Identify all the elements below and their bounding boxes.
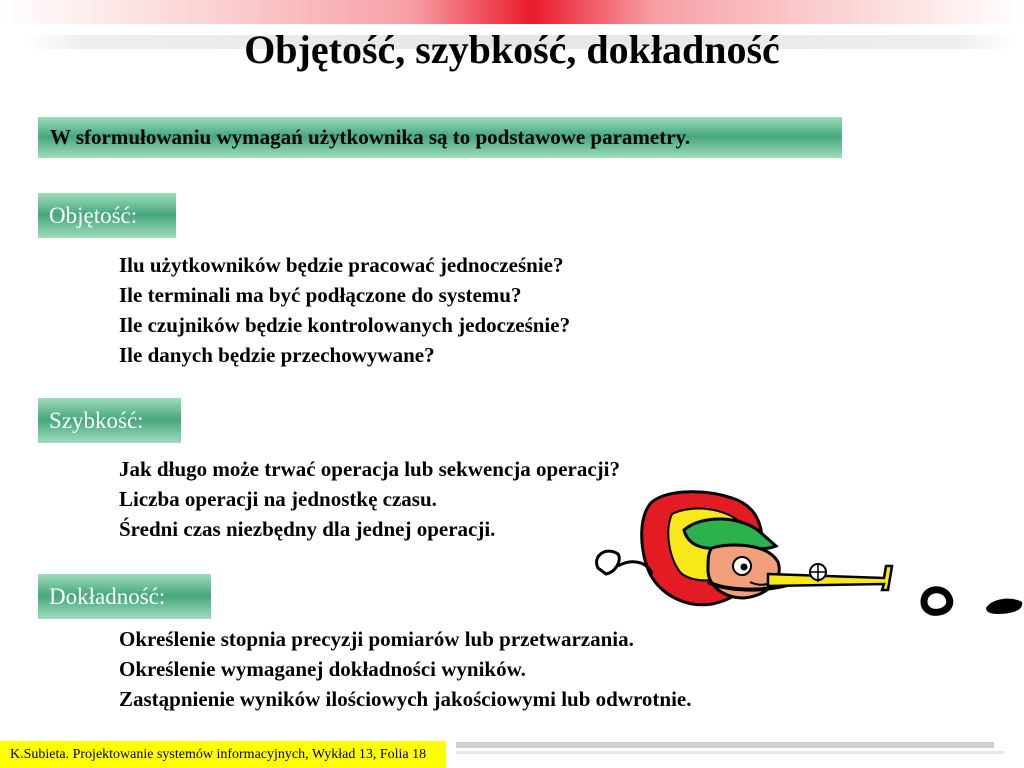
section-lines-szybkosc (119, 454, 620, 544)
footer-divider (456, 742, 994, 748)
list-item: Średni czas niezbędny dla jednej operacji. (119, 517, 496, 541)
list-item: Ilu użytkowników będzie pracować jednocześnie? (119, 253, 564, 277)
section-label-szybkosc: Szybkość: (38, 398, 181, 443)
list-item: Liczba operacji na jednostkę czasu. (119, 487, 437, 511)
section-label-dokladnosc: Dokładność: (38, 574, 211, 619)
list-item: Ile terminali ma być podłączone do systemu? (119, 283, 522, 307)
slide-title: Objętość, szybkość, dokładność (244, 27, 780, 72)
footer-divider-thin (456, 751, 1004, 754)
top-gradient-band (0, 0, 1024, 24)
intro-box: W sformułowaniu wymagań użytkownika są to podstawowe parametry. (38, 117, 842, 158)
list-item: Określenie wymaganej dokładności wyników. (119, 657, 526, 681)
section-label-objetosc: Objętość: (38, 193, 176, 238)
surveyor-clipart-icon (592, 486, 1024, 632)
footer-label: K.Subieta. Projektowanie systemów informacyjnych, Wykład 13, Folia 18 (0, 741, 446, 768)
list-item: Zastąpnienie wyników ilościowych jakościowymi lub odwrotnie. (119, 687, 692, 711)
list-item: Określenie stopnia precyzji pomiarów lub przetwarzania. (119, 627, 634, 651)
list-item: Ile danych będzie przechowywane? (119, 343, 435, 367)
list-item: Jak długo może trwać operacja lub sekwencja operacji? (119, 457, 621, 481)
section-lines-objetosc (119, 250, 570, 370)
list-item: Ile czujników będzie kontrolowanych jedocześnie? (119, 313, 571, 337)
section-lines-dokladnosc (119, 624, 692, 714)
